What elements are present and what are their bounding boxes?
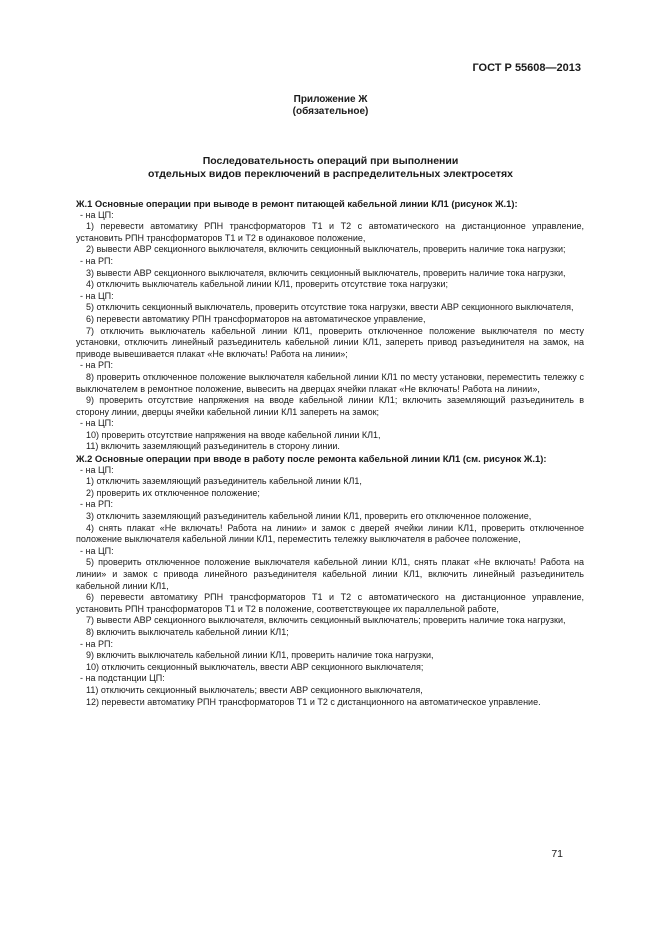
list-item: 8) проверить отключенное положение выключателя кабельной линии КЛ1 по месту установки, переместить тележку с выключателем в ремонтное положение, вывесить на дверцах ячейки плакат «Не включать! Работа на линии»,: [76, 371, 584, 394]
section-1-list: [76, 210, 584, 453]
page-number: 71: [551, 848, 563, 860]
list-item: 10) отключить секционный выключатель, ввести АВР секционного выключателя;: [86, 661, 424, 672]
list-item: 2) проверить их отключенное положение;: [86, 487, 260, 498]
section-2-list: [76, 465, 584, 708]
document-title: [0, 155, 661, 181]
list-item: 4) отключить выключатель кабельной линии КЛ1, проверить отсутствие тока нагрузки;: [86, 279, 448, 290]
location-label: - на РП:: [80, 499, 113, 510]
list-item: 9) включить выключатель кабельной линии КЛ1, проверить наличие тока нагрузки,: [86, 650, 434, 661]
title-line-1: Последовательность операций при выполнении: [202, 155, 459, 167]
annex-status: (обязательное): [292, 106, 369, 117]
list-item: 2) вывести АВР секционного выключателя, включить секционный выключатель, проверить наличие тока нагрузки;: [86, 244, 566, 255]
location-label: - на ЦП:: [80, 464, 114, 475]
list-item: 5) отключить секционный выключатель, проверить отсутствие тока нагрузки, ввести АВР секционного выключателя,: [86, 302, 574, 313]
location-label: - на ЦП:: [80, 290, 114, 301]
list-item: 11) включить заземляющий разъединитель в сторону линии.: [86, 441, 340, 452]
list-item: 4) снять плакат «Не включать! Работа на линии» и замок с дверей ячейки линии КЛ1, проверить отключенное положение выключателя кабельной линии КЛ1, переместить тележку выключателя в рабочее положение,: [76, 522, 584, 545]
list-item: 1) отключить заземляющий разъединитель кабельной линии КЛ1,: [86, 476, 362, 487]
location-label: - на ЦП:: [80, 209, 114, 220]
list-item: 7) отключить выключатель кабельной линии КЛ1, проверить отключенное положение выключателя по месту установки, отключить линейный разъединитель кабельной линии КЛ1, запереть привод разъединителя на замок, на приводе вывешивается плакат «Не включать! Работа на линии»;: [76, 325, 584, 359]
location-label: - на РП:: [80, 638, 113, 649]
section-2-heading: Ж.2 Основные операции при вводе в работу после ремонта кабельной линии КЛ1 (см. рисунок Ж.1):: [76, 453, 547, 465]
list-item: 7) вывести АВР секционного выключателя, включить секционный выключатель; проверить наличие тока нагрузки,: [86, 615, 566, 626]
annex-title: Приложение Ж: [293, 94, 368, 105]
standard-number: ГОСТ Р 55608—2013: [472, 62, 581, 74]
location-label: - на ЦП:: [80, 545, 114, 556]
title-line-2: отдельных видов переключений в распределительных электросетях: [148, 168, 513, 180]
list-item: 1) перевести автоматику РПН трансформаторов Т1 и Т2 с автоматического на дистанционное управление, установить РПН трансформаторов Т1 и Т2 в одинаковое положение,: [76, 221, 584, 243]
list-item: 12) перевести автоматику РПН трансформаторов Т1 и Т2 с дистанционного на автоматическое управление.: [86, 696, 541, 707]
list-item: 6) перевести автоматику РПН трансформаторов Т1 и Т2 с автоматического на дистанционное управление, установить РПН трансформаторов Т1 и Т2 в положение, соответствующее их параллельной работе,: [76, 592, 584, 614]
location-label: - на подстанции ЦП:: [80, 673, 165, 684]
list-item: 6) перевести автоматику РПН трансформаторов на автоматическое управление,: [86, 313, 426, 324]
list-item: 9) проверить отсутствие напряжения на вводе кабельной линии КЛ1; включить заземляющий разъединитель в сторону линии, дверцы ячейки кабельной линии КЛ1 запереть на замок;: [76, 395, 584, 417]
list-item: 8) включить выключатель кабельной линии КЛ1;: [86, 626, 289, 637]
list-item: 3) вывести АВР секционного выключателя, включить секционный выключатель, проверить наличие тока нагрузки,: [86, 267, 566, 278]
list-item: 10) проверить отсутствие напряжения на вводе кабельной линии КЛ1,: [86, 429, 381, 440]
section-1-heading: Ж.1 Основные операции при выводе в ремонт питающей кабельной линии КЛ1 (рисунок Ж.1):: [76, 198, 518, 209]
document-body: [76, 198, 584, 708]
location-label: - на РП:: [80, 360, 113, 371]
location-label: - на РП:: [80, 255, 113, 266]
list-item: 5) проверить отключенное положение выключателя кабельной линии КЛ1, снять плакат «Не включать! Работа на линии» и замок с привода линейного разъединителя кабельной линии КЛ1, включить линейный разъединитель кабельной линии КЛ1,: [76, 557, 584, 591]
list-item: 3) отключить заземляющий разъединитель кабельной линии КЛ1, проверить его отключенное положение,: [86, 511, 532, 522]
annex-heading: [0, 94, 661, 118]
location-label: - на ЦП:: [80, 418, 114, 429]
list-item: 11) отключить секционный выключатель; ввести АВР секционного выключателя,: [86, 684, 423, 695]
